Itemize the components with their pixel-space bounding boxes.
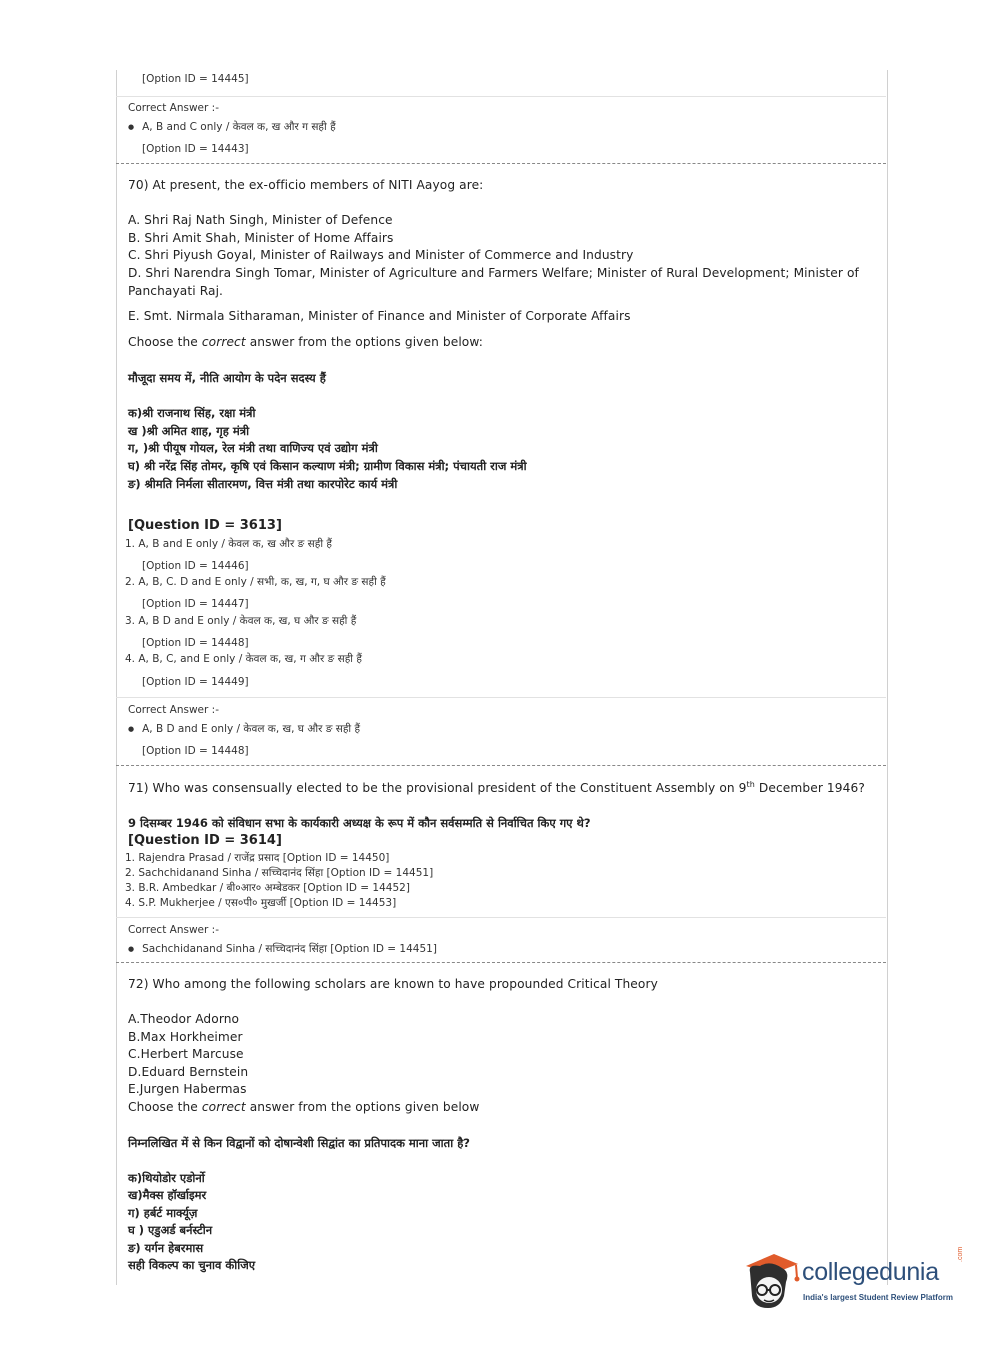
option-id: [Option ID = 14447] xyxy=(142,598,249,610)
list-item: E.Jurgen Habermas xyxy=(128,1082,247,1096)
question-title: 70) At present, the ex-officio members of NITI Aayog are: xyxy=(128,178,484,192)
option-item: 1. A, B and E only / केवल क, ख और ङ सही हैं xyxy=(125,538,332,550)
hindi-list-item: घ) श्री नरेंद्र सिंह तोमर, कृषि एवं किसान कल्याण मंत्री; ग्रामीण विकास मंत्री; पंचायती राज मंत्री xyxy=(128,459,527,473)
hindi-question-title: 9 दिसम्बर 1946 को संविधान सभा के कार्यकारी अध्यक्ष के रूप में कौन सर्वसम्मति से निर्वाचित किए गए थे? xyxy=(128,816,591,830)
option-id: [Option ID = 14445] xyxy=(142,73,249,85)
question-title: 72) Who among the following scholars are known to have propounded Critical Theory xyxy=(128,977,658,991)
list-item: E. Smt. Nirmala Sitharaman, Minister of Finance and Minister of Corporate Affairs xyxy=(128,309,631,323)
option-id: [Option ID = 14448] xyxy=(142,745,249,757)
option-item: 4. S.P. Mukherjee / एस०पी० मुखर्जी [Option ID = 14453] xyxy=(125,897,397,909)
correct-answer-text: ● Sachchidanand Sinha / सच्चिदानंद सिंहा [Option ID = 14451] xyxy=(128,942,437,956)
correct-answer-label: Correct Answer :- xyxy=(128,924,219,936)
option-id: [Option ID = 14443] xyxy=(142,143,249,155)
hindi-list-item: क)थियोडोर एडोर्नो xyxy=(128,1171,205,1185)
option-item: 3. B.R. Ambedkar / बी०आर० अम्बेडकर [Option ID = 14452] xyxy=(125,882,410,894)
correct-answer-label: Correct Answer :- xyxy=(128,704,219,716)
question-title: 71) Who was consensually elected to be the provisional president of the Constituent Assembly on 9th December 1946? xyxy=(128,780,865,796)
list-item: C.Herbert Marcuse xyxy=(128,1047,244,1061)
divider xyxy=(116,697,886,698)
hindi-question-title: निम्नलिखित में से किन विद्वानों को दोषान्वेशी सिद्वांत का प्रतिपादक माना जाता है? xyxy=(128,1136,470,1150)
hindi-list-item: घ ) एडुअर्ड बर्नस्टीन xyxy=(128,1223,213,1237)
list-item: A.Theodor Adorno xyxy=(128,1012,240,1026)
question-id: [Question ID = 3614] xyxy=(128,833,282,848)
hindi-list-item: ग) हर्बर्ट मार्क्यूज़ xyxy=(128,1206,198,1220)
list-item: B.Max Horkheimer xyxy=(128,1030,243,1044)
question-separator xyxy=(116,962,886,963)
option-item: 4. A, B, C, and E only / केवल क, ख, ग और ङ सही हैं xyxy=(125,653,362,665)
mascot-icon xyxy=(740,1248,802,1313)
option-item: 2. A, B, C. D and E only / सभी, क, ख, ग, घ और ङ सही हैं xyxy=(125,576,386,588)
logo-tagline: India's largest Student Review Platform xyxy=(803,1293,953,1302)
list-item: C. Shri Piyush Goyal, Minister of Railways and Minister of Commerce and Industry xyxy=(128,248,634,262)
list-item: A. Shri Raj Nath Singh, Minister of Defence xyxy=(128,213,393,227)
divider xyxy=(116,917,886,918)
hindi-list-item: ङ) यर्गन हेबरमास xyxy=(128,1241,204,1255)
correct-answer-text: ● A, B and C only / केवल क, ख और ग सही हैं xyxy=(128,120,336,134)
question-separator xyxy=(116,765,886,766)
hindi-list-item: ख )श्री अमित शाह, गृह मंत्री xyxy=(128,424,250,438)
correct-answer-label: Correct Answer :- xyxy=(128,102,219,114)
list-item: D. Shri Narendra Singh Tomar, Minister of Agriculture and Farmers Welfare; Minister of Rural Development; Minister of xyxy=(128,266,859,280)
correct-answer-text: ● A, B D and E only / केवल क, ख, घ और ङ सही हैं xyxy=(128,722,360,736)
instruction: Choose the correct answer from the options given below: xyxy=(128,335,483,349)
option-id: [Option ID = 14448] xyxy=(142,637,249,649)
divider xyxy=(116,96,886,97)
hindi-list-item: ङ) श्रीमति निर्मला सीतारमण, वित्त मंत्री तथा कारपोरेट कार्य मंत्री xyxy=(128,477,398,491)
option-item: 1. Rajendra Prasad / राजेंद्र प्रसाद [Option ID = 14450] xyxy=(125,852,390,864)
list-item: B. Shri Amit Shah, Minister of Home Affairs xyxy=(128,231,394,245)
hindi-instruction: सही विकल्प का चुनाव कीजिए xyxy=(128,1258,256,1272)
logo-dotcom: .com xyxy=(957,1246,964,1262)
hindi-list-item: ख)मैक्स हॉर्खाइमर xyxy=(128,1188,207,1202)
hindi-question-title: मौजूदा समय में, नीति आयोग के पदेन सदस्य हैं xyxy=(128,371,326,385)
list-item: D.Eduard Bernstein xyxy=(128,1065,249,1079)
list-item: Panchayati Raj. xyxy=(128,284,224,298)
logo-wordmark: collegedunia xyxy=(802,1258,939,1286)
option-id: [Option ID = 14446] xyxy=(142,560,249,572)
collegedunia-logo xyxy=(740,1248,970,1313)
hindi-list-item: क)श्री राजनाथ सिंह, रक्षा मंत्री xyxy=(128,406,256,420)
question-id: [Question ID = 3613] xyxy=(128,518,282,533)
instruction: Choose the correct answer from the options given below xyxy=(128,1100,480,1114)
option-item: 2. Sachchidanand Sinha / सच्चिदानंद सिंहा [Option ID = 14451] xyxy=(125,867,434,879)
hindi-list-item: ग, )श्री पीयूष गोयल, रेल मंत्री तथा वाणिज्य एवं उद्योग मंत्री xyxy=(128,441,378,455)
option-id: [Option ID = 14449] xyxy=(142,676,249,688)
question-separator xyxy=(116,163,886,164)
option-item: 3. A, B D and E only / केवल क, ख, घ और ङ सही हैं xyxy=(125,615,357,627)
